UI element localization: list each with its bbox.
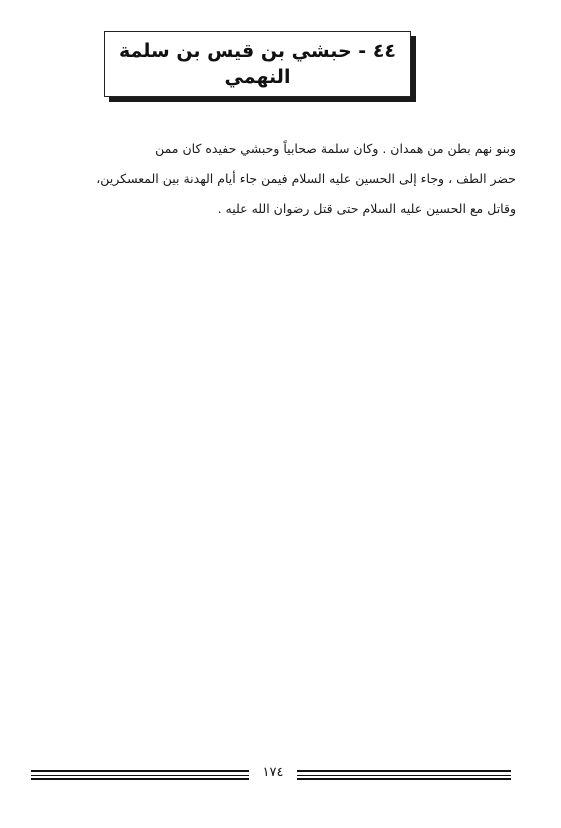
body-line-2: حضر الطف ، وجاء إلى الحسين عليه السلام فيمن جاء أيام الهدنة بين المعسكرين،: [96, 171, 516, 186]
body-line-1: وبنو نهم بطن من همدان . وكان سلمة صحابياً وحبشي حفيده كان ممن: [155, 141, 516, 156]
footer-rule-right: [297, 770, 511, 780]
page-number: ١٧٤: [262, 765, 284, 780]
chapter-heading-line-1: ٤٤ - حبشي بن قيس بن سلمة: [119, 40, 397, 62]
chapter-heading-box: [104, 31, 411, 97]
body-line-3: وقاتل مع الحسين عليه السلام حتى قتل رضوان الله عليه .: [217, 201, 516, 216]
footer-rule-left: [31, 770, 249, 780]
body-paragraph: [40, 134, 516, 224]
chapter-heading-line-2: النهمي: [224, 66, 291, 88]
page-footer: [31, 764, 511, 786]
